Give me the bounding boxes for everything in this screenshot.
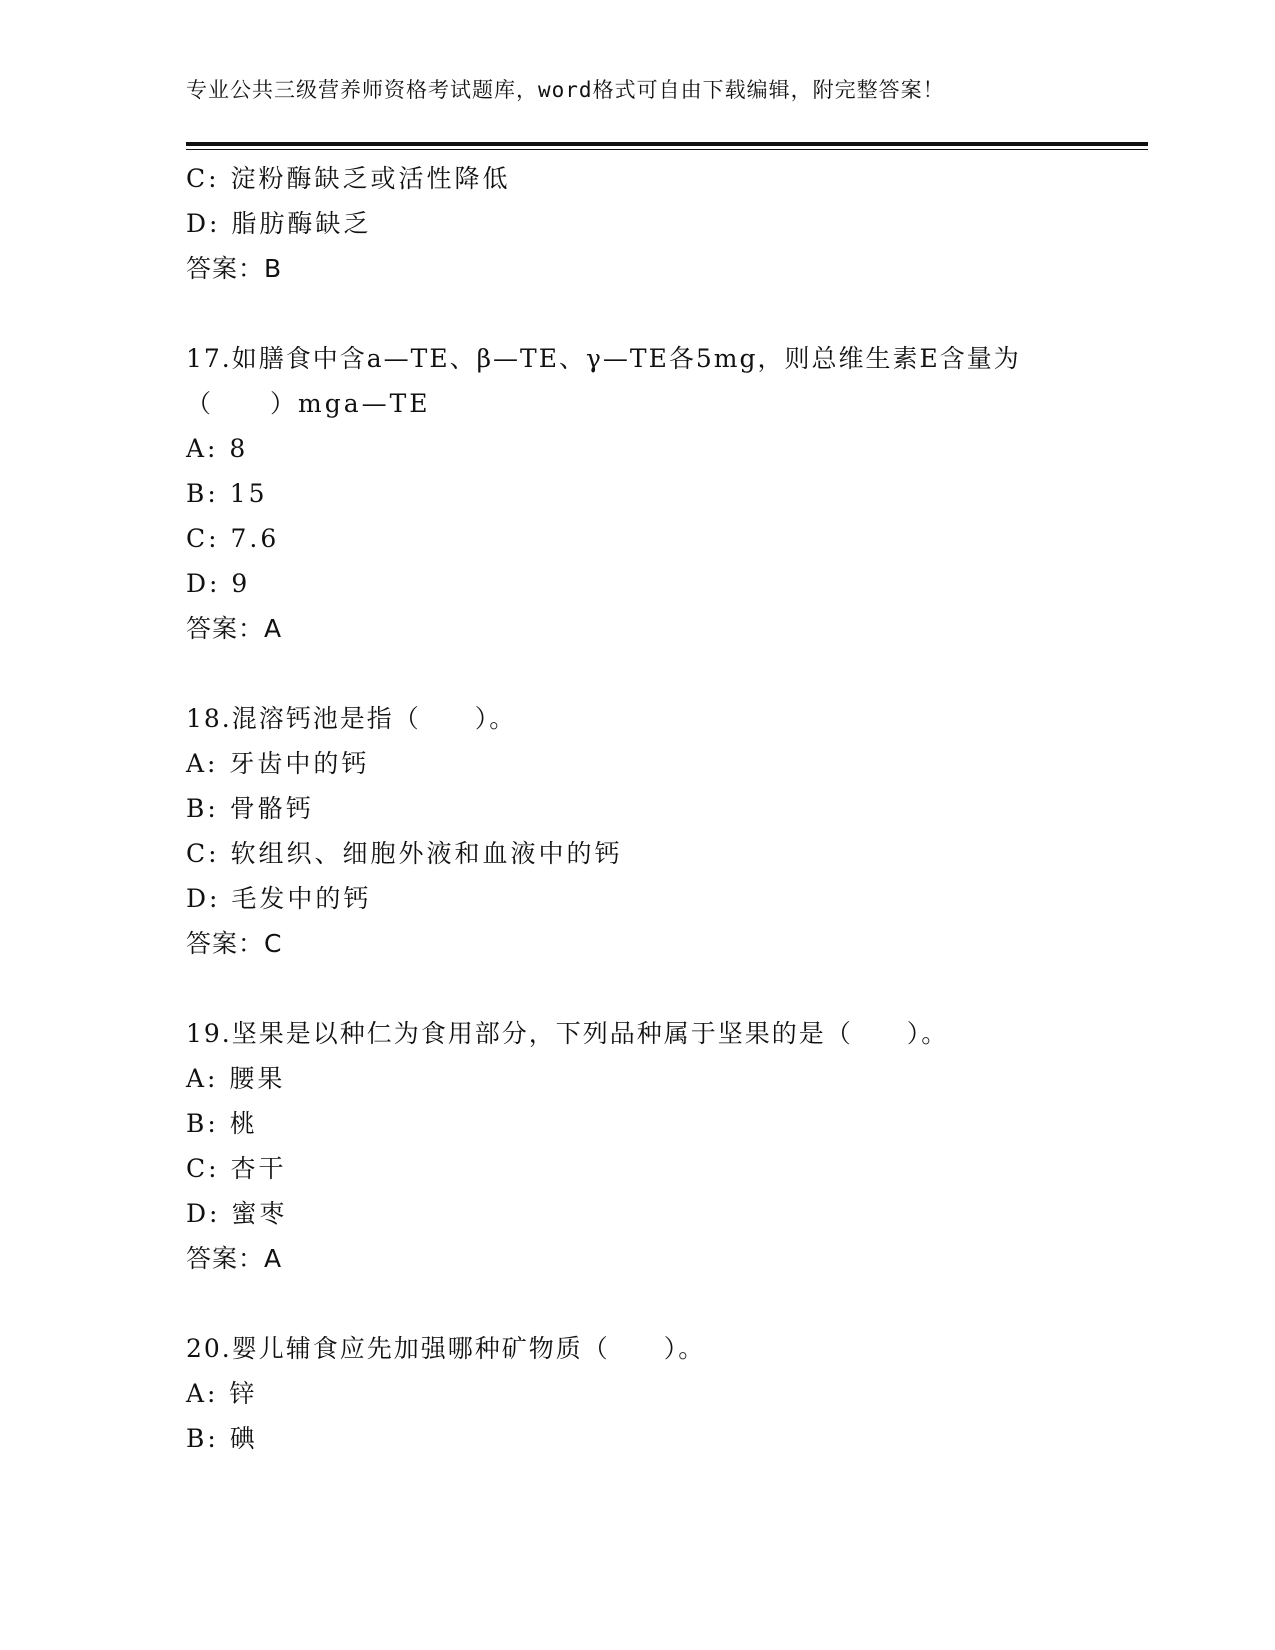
question-16-continued	[186, 156, 1148, 291]
answer-line: 答案：A	[186, 1244, 283, 1273]
question-19	[186, 1011, 1148, 1281]
question-stem: 17.如膳食中含a—TE、β—TE、γ—TE各5mg，则总维生素E含量为	[186, 344, 1021, 373]
option-c: C: 7.6	[186, 524, 280, 553]
option-d: D: 毛发中的钙	[186, 884, 372, 913]
spacer	[186, 1281, 1148, 1326]
option-c: C: 软组织、细胞外液和血液中的钙	[186, 839, 623, 868]
option-b: B: 骨骼钙	[186, 794, 314, 823]
option-d: D: 9	[186, 569, 251, 598]
page-header: 专业公共三级营养师资格考试题库，word格式可自由下载编辑，附完整答案！	[186, 78, 945, 102]
option-b: B: 15	[186, 479, 268, 508]
question-stem: 20.婴儿辅食应先加强哪种矿物质（ ）。	[186, 1334, 706, 1363]
option-a: A: 锌	[186, 1379, 258, 1408]
answer-line: 答案：B	[186, 254, 283, 283]
option-b: B: 桃	[186, 1109, 258, 1138]
option-c: C: 杏干	[186, 1154, 287, 1183]
option-c: C: 淀粉酶缺乏或活性降低	[186, 164, 511, 193]
answer-line: 答案：C	[186, 929, 283, 958]
header-rule-thin	[186, 149, 1148, 150]
spacer	[186, 291, 1148, 336]
spacer	[186, 651, 1148, 696]
option-b: B: 碘	[186, 1424, 258, 1453]
question-stem-continued: （ ）mga—TE	[186, 389, 431, 418]
question-stem: 18.混溶钙池是指（ ）。	[186, 704, 517, 733]
question-list	[186, 156, 1148, 1461]
question-17	[186, 336, 1148, 651]
option-a: A: 腰果	[186, 1064, 286, 1093]
option-a: A: 8	[186, 434, 249, 463]
option-d: D: 蜜枣	[186, 1199, 288, 1228]
question-stem: 19.坚果是以种仁为食用部分，下列品种属于坚果的是（ ）。	[186, 1019, 949, 1048]
option-a: A: 牙齿中的钙	[186, 749, 370, 778]
header-rule-thick	[186, 142, 1148, 146]
question-20	[186, 1326, 1148, 1461]
option-d: D: 脂肪酶缺乏	[186, 209, 372, 238]
spacer	[186, 966, 1148, 1011]
question-18	[186, 696, 1148, 966]
answer-line: 答案：A	[186, 614, 283, 643]
